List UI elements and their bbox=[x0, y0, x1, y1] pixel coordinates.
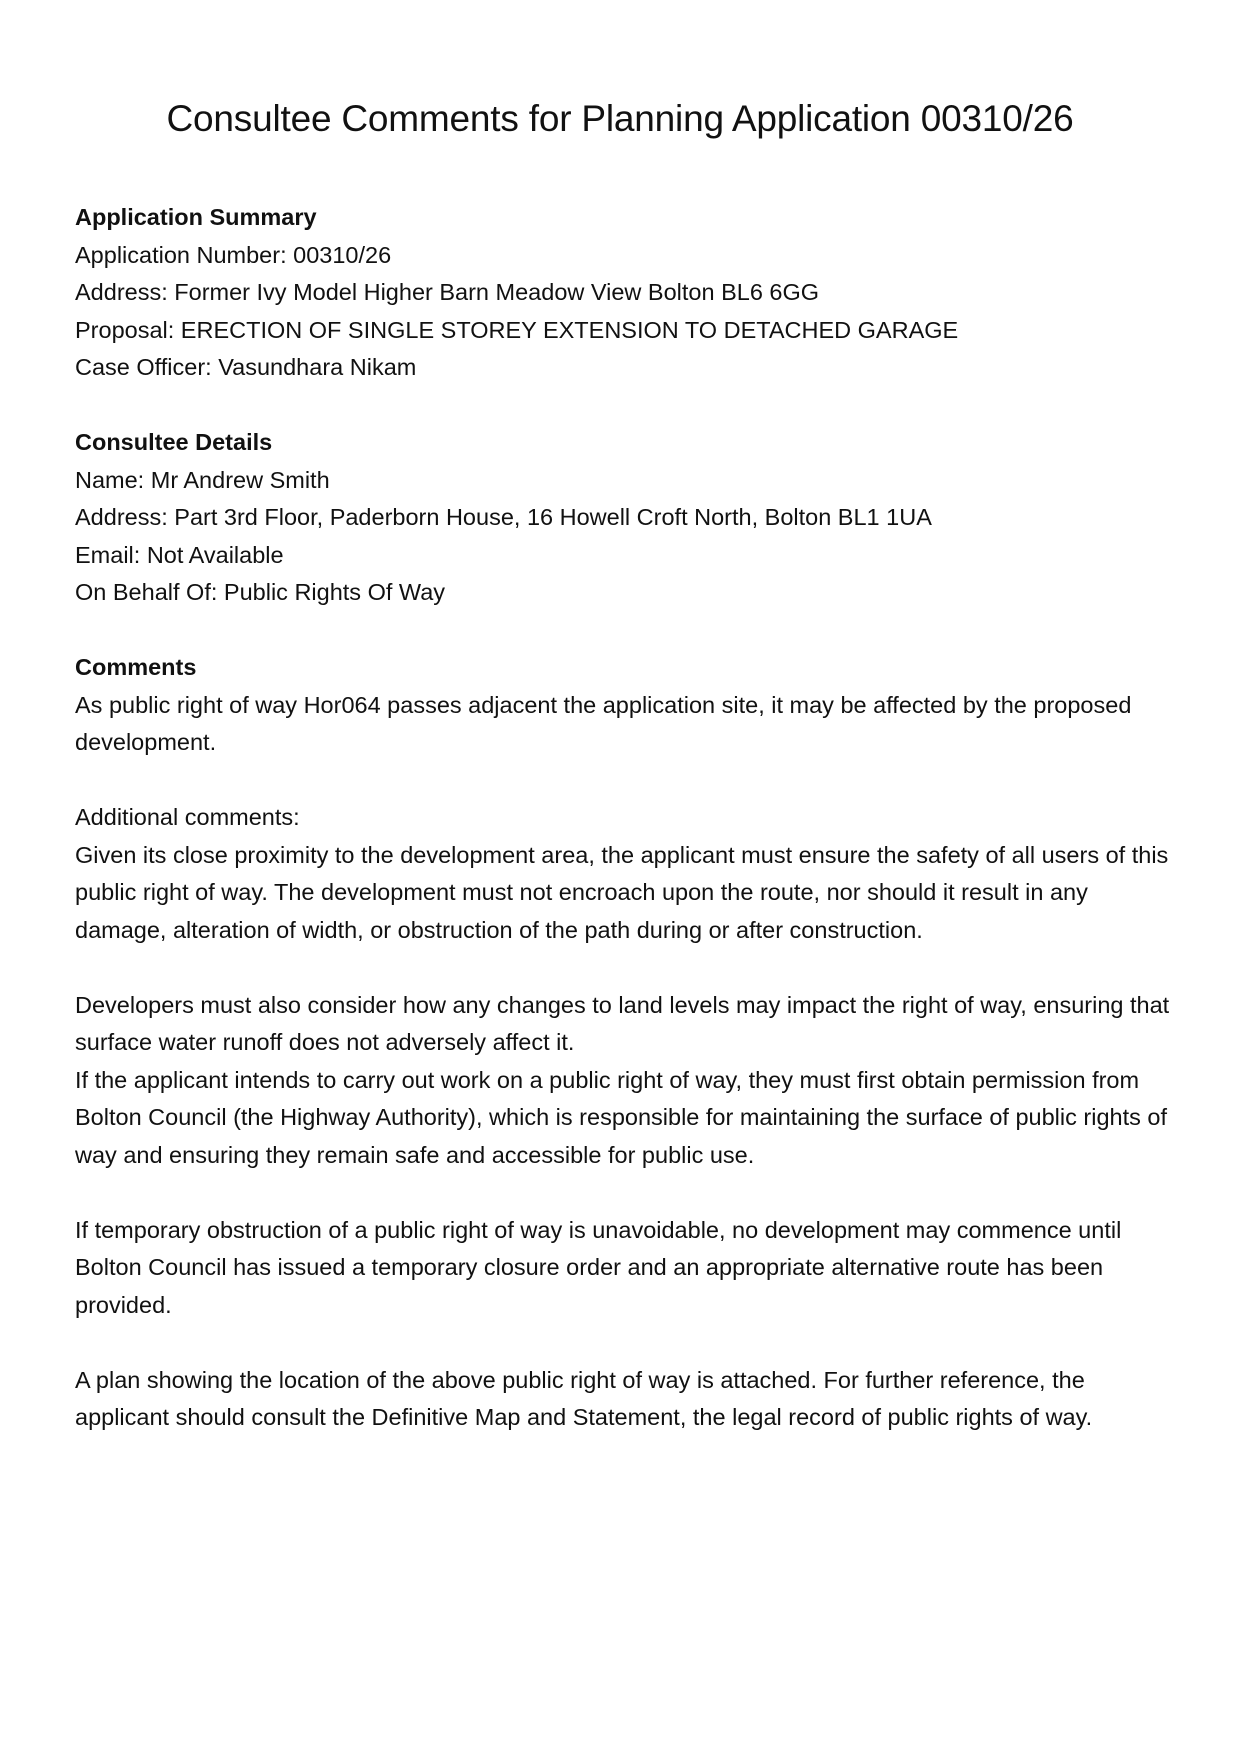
comment-paragraph: Developers must also consider how any changes to land levels may impact the right of way, ensuring that surface water runoff does not adversely affect it. bbox=[75, 991, 1170, 1055]
consultee-details-heading: Consultee Details bbox=[75, 429, 273, 455]
comment-paragraph: A plan showing the location of the above public right of way is attached. For further reference, the applicant should consult the Definitive Map and Statement, the legal record of public rights of way. bbox=[75, 1366, 1093, 1430]
application-proposal: Proposal: ERECTION OF SINGLE STOREY EXTENSION TO DETACHED GARAGE bbox=[75, 316, 959, 343]
application-summary-section bbox=[75, 199, 1175, 387]
application-address: Address: Former Ivy Model Higher Barn Meadow View Bolton BL6 6GG bbox=[75, 279, 820, 305]
additional-comments-label: Additional comments: bbox=[75, 804, 300, 830]
case-officer: Case Officer: Vasundhara Nikam bbox=[75, 354, 417, 380]
page-title: Consultee Comments for Planning Application 00310/26 bbox=[166, 98, 1074, 139]
consultee-on-behalf-of: On Behalf Of: Public Rights Of Way bbox=[75, 579, 446, 605]
comments-section bbox=[75, 649, 1175, 1437]
comments-heading: Comments bbox=[75, 654, 197, 680]
document-body bbox=[75, 199, 1175, 1474]
consultee-name: Name: Mr Andrew Smith bbox=[75, 466, 330, 493]
comment-paragraph: Given its close proximity to the development area, the applicant must ensure the safety of all users of this public right of way. The development must not encroach upon the route, nor should it result in any damage, alteration of width, or obstruction of the path during or after construction. bbox=[75, 841, 1169, 943]
consultee-address: Address: Part 3rd Floor, Paderborn House, 16 Howell Croft North, Bolton BL1 1UA bbox=[75, 504, 932, 530]
application-number: Application Number: 00310/26 bbox=[75, 241, 392, 268]
comment-paragraph: If temporary obstruction of a public right of way is unavoidable, no development may commence until Bolton Council has issued a temporary closure order and an appropriate alternative route has been provided. bbox=[75, 1216, 1122, 1318]
consultee-details-section bbox=[75, 424, 1175, 612]
consultee-email: Email: Not Available bbox=[75, 541, 284, 568]
comment-paragraph: If the applicant intends to carry out work on a public right of way, they must first obtain permission from Bolton Council (the Highway Authority), which is responsible for maintaining the surface of public rights of way and ensuring they remain safe and accessible for public use. bbox=[75, 1066, 1167, 1168]
comment-paragraph: As public right of way Hor064 passes adjacent the application site, it may be affected by the proposed development. bbox=[75, 691, 1132, 755]
application-summary-heading: Application Summary bbox=[75, 204, 317, 230]
